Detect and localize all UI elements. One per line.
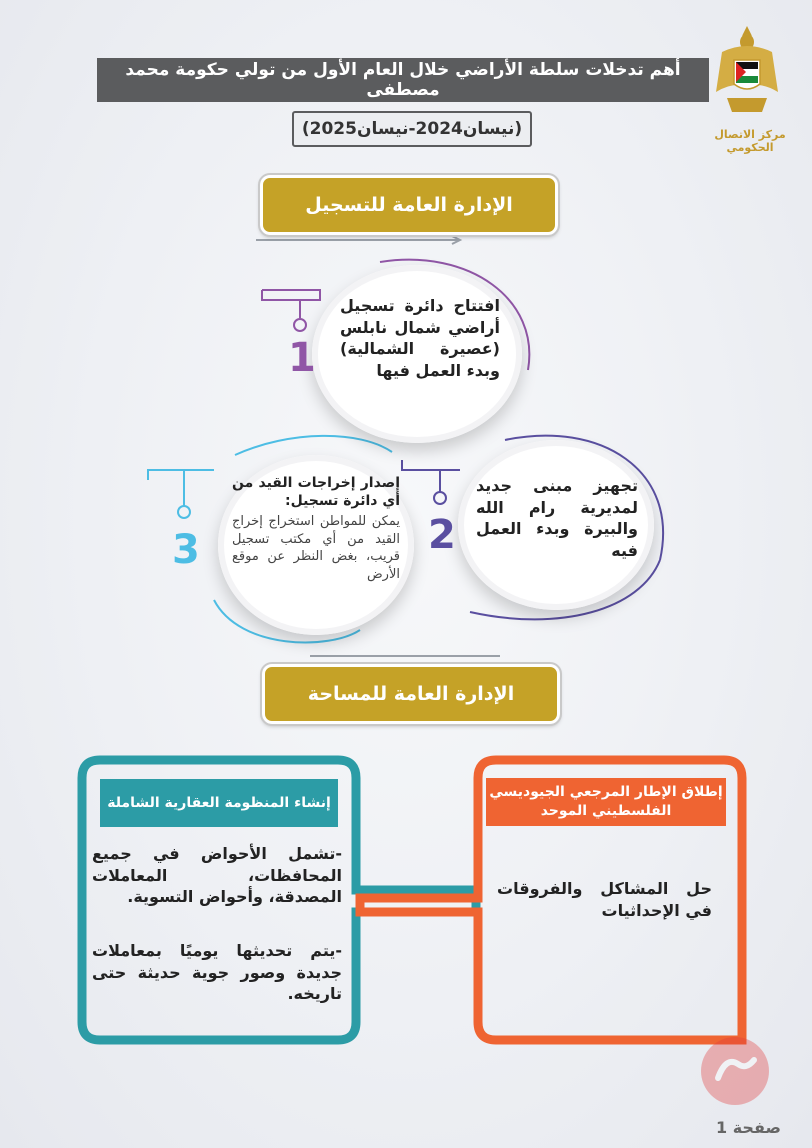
item-1-number: 1: [288, 335, 316, 381]
real-estate-system-para-2: -يتم تحديثها يوميًا بمعاملات جديدة وصور جوية حديثة حتى تاريخه.: [92, 941, 342, 1004]
page-number: صفحة 1: [716, 1118, 781, 1137]
registration-section-title: الإدارة العامة للتسجيل: [260, 175, 558, 235]
item-3-number: 3: [172, 527, 200, 573]
item-3-title: إصدار إخراجات القيد من أي دائرة تسجيل:: [232, 475, 400, 510]
item-1-text: افتتاح دائرة تسجيل أراضي شمال نابلس (عصيرة الشمالية) وبدء العمل فيها: [340, 296, 500, 380]
geodetic-framework-header: إطلاق الإطار المرجعي الجيوديسي الفلسطيني الموحد: [486, 778, 726, 826]
item-2-text: تجهيز مبنى جديد لمديرية رام الله والبيرة وبدء العمل فيه: [476, 476, 638, 560]
real-estate-system-para-1: -تشمل الأحواض في جميع المحافظات، المعاملات المصدقة، وأحواض التسوية.: [92, 844, 342, 907]
survey-section-title: الإدارة العامة للمساحة: [262, 664, 560, 724]
real-estate-system-header: إنشاء المنظومة العقارية الشاملة: [100, 779, 338, 827]
item-2-number: 2: [428, 512, 456, 558]
item-3-text: يمكن للمواطن استخراج إخراج القيد من أي مكتب تسجيل قريب، بغض النظر عن موقع الأرض: [232, 514, 400, 582]
eagle-emblem-icon: [712, 22, 782, 122]
logo-caption: مركز الاتصال الحكومي: [714, 128, 786, 154]
date-range: (نيسان2024-نيسان2025): [292, 111, 532, 147]
geodetic-framework-text: حل المشاكل والفروقات في الإحداثيات: [497, 879, 712, 920]
watermark-logo-icon: [698, 1034, 772, 1108]
page-title: أهم تدخلات سلطة الأراضي خلال العام الأول من تولي حكومة محمد مصطفى: [97, 58, 709, 102]
